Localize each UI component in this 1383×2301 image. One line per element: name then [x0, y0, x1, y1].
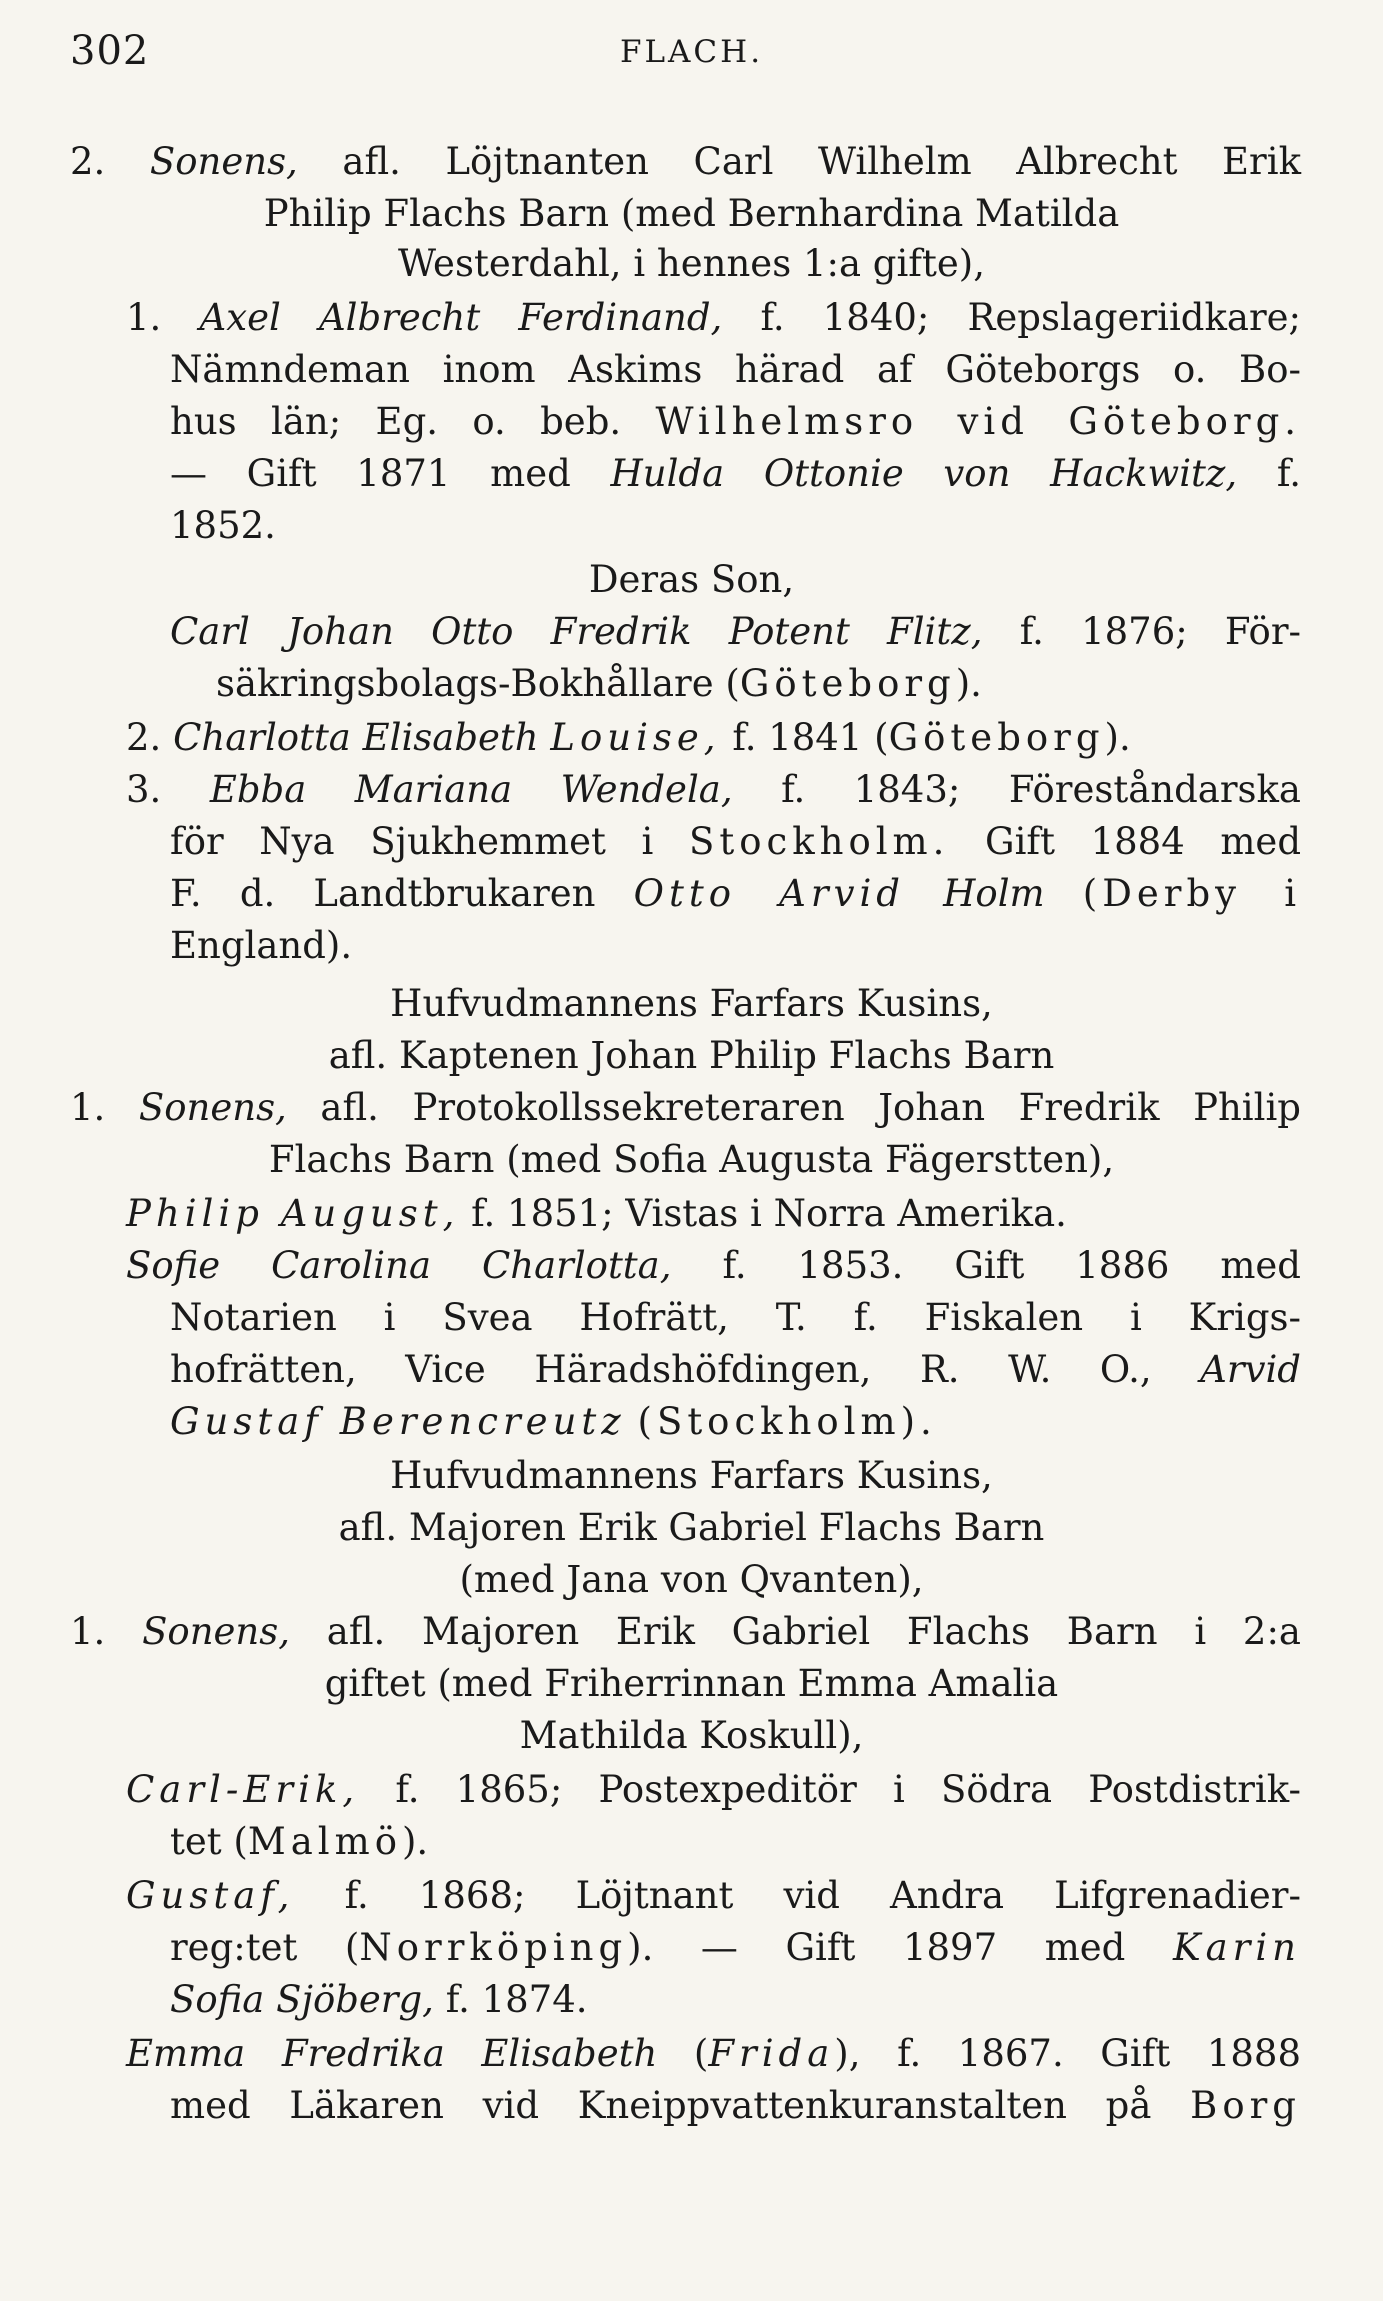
place-name: Göteborg: [888, 716, 1105, 759]
entry-line: Nämndeman inom Askims härad af Göteborgs o. Bo-: [170, 348, 1301, 391]
person-name: Carl-Erik,: [126, 1768, 360, 1811]
section-heading-line: 2. Sonens, afl. Löjtnanten Carl Wilhelm Albrecht Erik: [70, 140, 1302, 183]
person-name: Sofia Sjöberg,: [170, 1978, 434, 2021]
person-name: Karin: [1172, 1926, 1301, 1969]
entry-line: hus län; Eg. o. beb. Wilhelmsro vid Göteborg.: [170, 400, 1302, 443]
person-name: Carl Johan Otto Fredrik Potent Flitz,: [170, 610, 983, 653]
page-number: 302: [70, 28, 150, 74]
person-name: Axel Albrecht Ferdinand,: [199, 296, 723, 339]
entry-line: Philip August, f. 1851; Vistas i Norra Amerika.: [126, 1192, 1067, 1235]
entry-line: tet (Malmö).: [170, 1820, 429, 1863]
entry-line: säkringsbolags-Bokhållare (Göteborg).: [216, 662, 982, 705]
section-heading-line: Westerdahl, i hennes 1:a gifte),: [398, 242, 985, 285]
entry-line: med Läkaren vid Kneippvattenkuranstalten på Borg: [170, 2084, 1301, 2127]
place-name: Stockholm.: [688, 820, 950, 863]
entry-line: 1. Sonens, afl. Majoren Erik Gabriel Flachs Barn i 2:a: [70, 1610, 1301, 1653]
entry-line: Sofie Carolina Charlotta, f. 1853. Gift 1886 med: [126, 1244, 1301, 1287]
section-heading-line: Philip Flachs Barn (med Bernhardina Matilda: [263, 192, 1120, 235]
entry-line: F. d. Landtbrukaren Otto Arvid Holm (Derby i: [170, 872, 1302, 915]
place-name: Wilhelmsro vid Göteborg.: [655, 400, 1302, 443]
section-heading-line: Mathilda Koskull),: [519, 1714, 864, 1757]
entry-line: 3. Ebba Mariana Wendela, f. 1843; Föreståndarska: [126, 768, 1301, 811]
place-name: (Stockholm).: [637, 1400, 937, 1443]
entry-line: hofrätten, Vice Häradshöfdingen, R. W. O., Arvid: [170, 1348, 1301, 1391]
entry-line: 1. Axel Albrecht Ferdinand, f. 1840; Repslageriidkare;: [126, 296, 1302, 339]
running-title: FLACH.: [619, 34, 764, 70]
section-heading-line: Hufvudmannens Farfars Kusins,: [390, 982, 993, 1025]
entry-line: Gustaf, f. 1868; Löjtnant vid Andra Lifgrenadier-: [126, 1874, 1301, 1917]
section-heading-line: (med Jana von Qvanten),: [459, 1558, 924, 1601]
person-name: Otto Arvid: [633, 872, 905, 915]
section-heading-line: afl. Kaptenen Johan Philip Flachs Barn: [328, 1034, 1055, 1077]
entry-line: Carl Johan Otto Fredrik Potent Flitz, f. 1876; För-: [170, 610, 1302, 653]
entry-line: för Nya Sjukhemmet i Stockholm. Gift 1884 med: [170, 820, 1302, 863]
entry-line: 2. Charlotta Elisabeth Louise, f. 1841 (Göteborg).: [126, 716, 1131, 759]
entry-line: Emma Fredrika Elisabeth (Frida), f. 1867. Gift 1888: [126, 2032, 1301, 2075]
entry-line: England).: [170, 924, 353, 967]
entry-line: Carl-Erik, f. 1865; Postexpeditör i Södra Postdistrik-: [126, 1768, 1301, 1811]
entry-line: 1. Sonens, afl. Protokollssekreteraren Johan Fredrik Philip: [70, 1086, 1301, 1129]
entry-line: reg:tet (Norrköping). — Gift 1897 med Karin: [170, 1926, 1301, 1969]
section-heading-line: afl. Majoren Erik Gabriel Flachs Barn: [338, 1506, 1045, 1549]
section-heading-line: Flachs Barn (med Sofia Augusta Fägerstten),: [268, 1138, 1115, 1181]
place-name: Göteborg: [739, 662, 956, 705]
person-name: Emma Fredrika Elisabeth: [126, 2032, 658, 2075]
entry-line: Notarien i Svea Hofrätt, T. f. Fiskalen i Krigs-: [170, 1296, 1301, 1339]
person-name: Gustaf,: [126, 1874, 295, 1917]
person-name: Gustaf Berencreutz: [170, 1400, 626, 1443]
entry-line: Sofia Sjöberg, f. 1874.: [170, 1978, 588, 2021]
entry-line: [170, 1400, 937, 1443]
place-name: Norrköping: [359, 1926, 628, 1969]
person-name: Philip August,: [126, 1192, 460, 1235]
person-name: Sofie Carolina Charlotta,: [126, 1244, 672, 1287]
subheading: Deras Son,: [588, 558, 795, 601]
section-heading-line: Hufvudmannens Farfars Kusins,: [390, 1454, 993, 1497]
page-header: [70, 28, 1313, 88]
person-name: Hulda Ottonie von Hackwitz,: [610, 452, 1238, 495]
entry-line: 1852.: [170, 504, 276, 547]
person-name: Arvid: [1200, 1348, 1301, 1391]
person-nickname: Frida: [708, 2032, 835, 2075]
person-name: Ebba Mariana Wendela,: [209, 768, 733, 811]
person-name: Charlotta Elisabeth: [173, 716, 539, 759]
section-heading-line: giftet (med Friherrinnan Emma Amalia: [324, 1662, 1059, 1705]
place-name: Borg: [1190, 2084, 1301, 2127]
entry-line: — Gift 1871 med Hulda Ottonie von Hackwitz, f.: [170, 452, 1301, 495]
place-name: Malmö: [247, 1820, 402, 1863]
